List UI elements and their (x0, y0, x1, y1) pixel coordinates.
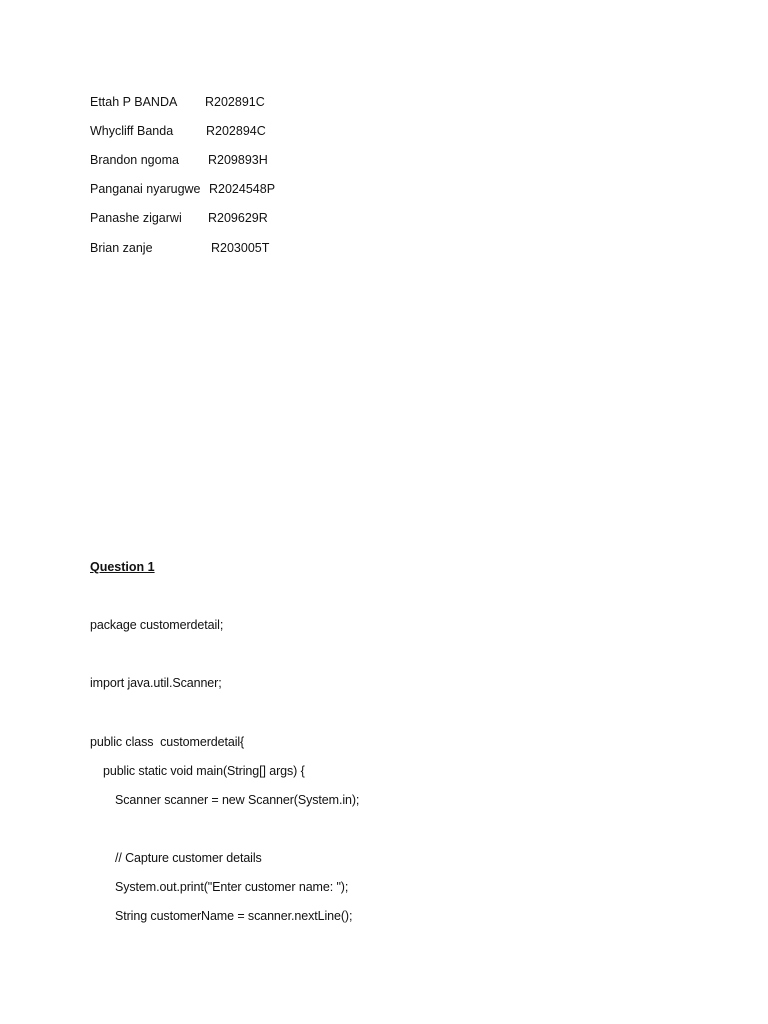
member-name: Brian zanje (90, 241, 153, 255)
code-line-main: public static void main(String[] args) { (103, 764, 305, 778)
member-name: Ettah P BANDA (90, 95, 178, 109)
code-line-class: public class customerdetail{ (90, 735, 245, 749)
member-id: R202891C (205, 95, 265, 109)
member-name: Panashe zigarwi (90, 211, 182, 225)
member-id: R203005T (211, 241, 270, 255)
question-heading: Question 1 (90, 560, 155, 574)
member-id: R209893H (208, 153, 268, 167)
member-id: R2024548P (209, 182, 276, 196)
code-line-print: System.out.print("Enter customer name: "); (115, 880, 349, 894)
member-name: Brandon ngoma (90, 153, 179, 167)
code-line-comment: // Capture customer details (115, 851, 262, 865)
code-line-name: String customerName = scanner.nextLine(); (115, 909, 353, 923)
member-id: R202894C (206, 124, 266, 138)
code-line-package: package customerdetail; (90, 618, 224, 632)
member-id: R209629R (208, 211, 268, 225)
member-name: Panganai nyarugwe (90, 182, 201, 196)
code-line-scanner: Scanner scanner = new Scanner(System.in); (115, 793, 360, 807)
code-line-import: import java.util.Scanner; (90, 676, 222, 690)
member-name: Whycliff Banda (90, 124, 174, 138)
